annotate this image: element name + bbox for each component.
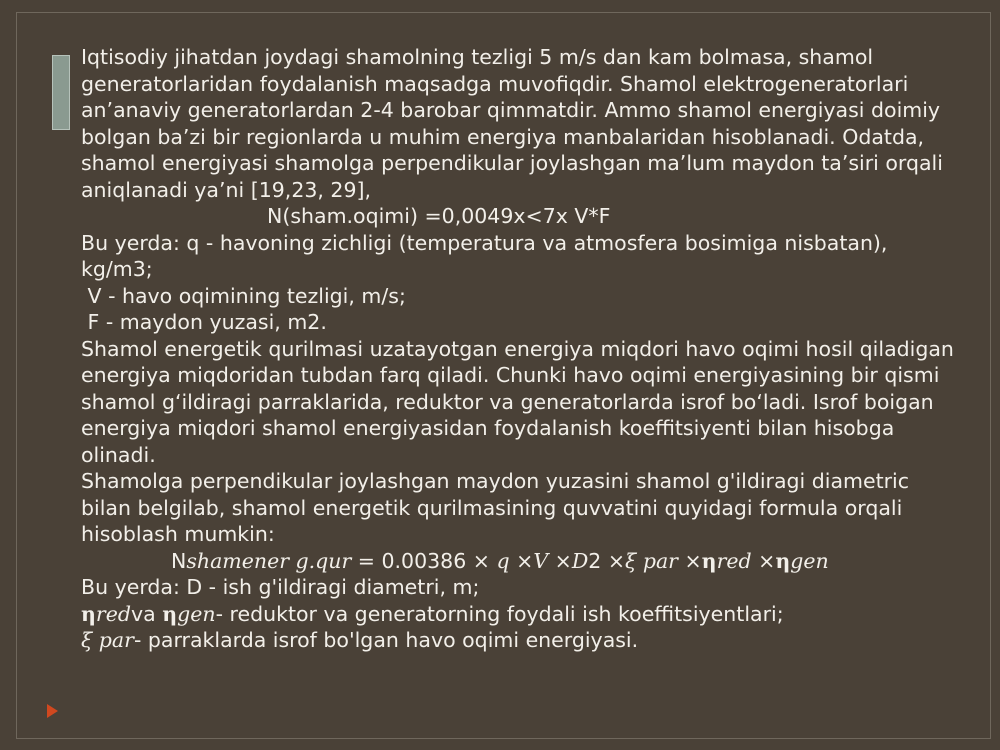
formula-n-subscript: shamener g.qur (186, 548, 352, 573)
formula-gen: gen (790, 548, 829, 573)
eta-description: - reduktor va generatorning foydali ish koeffitsiyentlari; (215, 601, 784, 626)
formula-times-1: × (509, 548, 534, 573)
paragraph-diameter: Shamolga perpendikular joylashgan maydon yuzasini shamol g'ildiragi diametric bilan belgilab, shamol energetik qurilmasining quvvatini quyidagi formula orqali hisoblash mumkin: (81, 469, 916, 546)
eta-gen-subscript: gen (177, 601, 216, 626)
formula-eq: = 0.00386 × (351, 548, 497, 573)
slide-body (81, 44, 961, 654)
paragraph-where-q: Bu yerda: q - havoning zichligi (temperatura va atmosfera bosimiga nisbatan), kg/m3; (81, 230, 894, 281)
triangle-marker-icon (47, 704, 58, 718)
formula-times-2: × (548, 548, 572, 573)
eta-red-symbol: η (81, 601, 96, 626)
paragraph-where-eta (81, 601, 961, 628)
formula-power (81, 548, 961, 575)
paragraph-intro: Iqtisodiy jihatdan joydagi shamolning tezligi 5 m/s dan kam bolmasa, shamol generatorlaridan foydalanish maqsadga muvofiqdir. Shamol elektrogeneratorlari an’anaviy generatorlardan 2-4 barobar qimmatdir. Ammo shamol energiyasi doimiy bolgan ba’zi bir regionlarda u muhim energiya manbalaridan hisoblanadi. Odatda, shamol energiyasi shamolga perpendikular joylashgan ma’lum maydon ta’siri orqali aniqlanadi ya’ni [19,23, 29], (81, 45, 950, 202)
formula-times-5: × (751, 548, 776, 573)
accent-bar (52, 55, 70, 130)
formula-n: N (171, 548, 187, 573)
formula-d: D (571, 548, 589, 573)
paragraph-where-d: Bu yerda: D - ish g'ildiragi diametri, m; (81, 575, 480, 599)
formula-eta-red: η (701, 548, 717, 573)
formula-eta-gen: η (775, 548, 791, 573)
formula-times-3: 2 × (588, 548, 626, 573)
eta-va: va (130, 601, 163, 626)
paragraph-where-f: F - maydon yuzasi, m2. (81, 310, 327, 334)
eta-gen-symbol: η (162, 601, 178, 626)
formula-times-4: × (677, 548, 702, 573)
xi-description: - parraklarda isrof bo'lgan havo oqimi energiyasi. (133, 628, 639, 652)
formula-red: red (716, 548, 752, 573)
formula-q: q (496, 548, 510, 573)
formula-wind-flow: N(sham.oqimi) =0,0049x<7x V*F (267, 204, 611, 228)
xi-symbol: ξ par (81, 628, 134, 652)
eta-red-subscript: red (95, 601, 131, 626)
paragraph-energy-loss: Shamol energetik qurilmasi uzatayotgan energiya miqdori havo oqimi hosil qiladigan energiya miqdoridan tubdan farq qiladi. Chunki havo oqimi energiyasining bir qismi shamol g‘ildiragi parraklarida, reduktor va generatorlarda isrof bo‘ladi. Isrof boigan energiya miqdori shamol energiyasidan foydalanish koeffitsiyenti bilan hisobga olinadi. (81, 336, 961, 467)
paragraph-where-v: V - havo oqimining tezligi, m/s; (81, 283, 406, 308)
paragraph-where-xi (81, 627, 961, 654)
formula-xi: ξ par (625, 548, 678, 573)
formula-v: V (533, 548, 549, 573)
